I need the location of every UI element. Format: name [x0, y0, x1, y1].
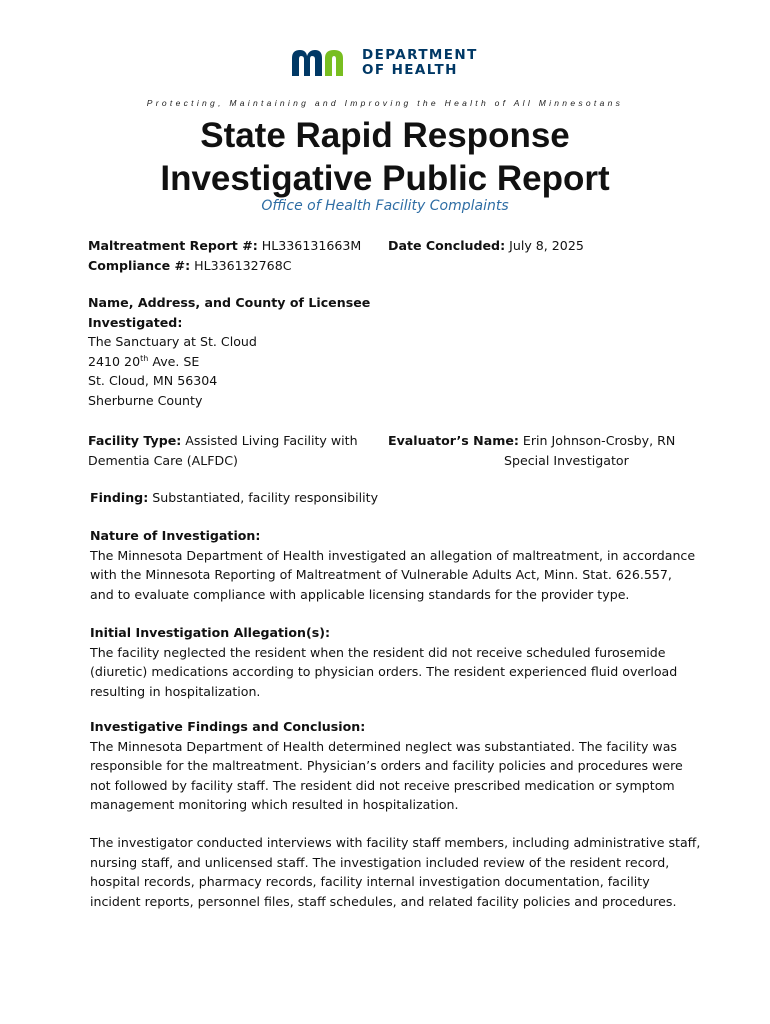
maltreatment-report-number — [88, 236, 361, 256]
allegation-line: resulting in hospitalization. — [90, 683, 261, 699]
title-line-1: State Rapid Response — [200, 116, 570, 155]
findings-conclusion — [90, 717, 700, 815]
office-subtitle: Office of Health Facility Complaints — [261, 198, 509, 214]
mdh-logo — [290, 46, 490, 80]
compliance-value: HL336132768C — [190, 258, 292, 273]
nature-heading: Nature of Investigation: — [90, 528, 261, 543]
finding — [90, 488, 378, 508]
facility-type — [88, 431, 358, 470]
findings-heading: Investigative Findings and Conclusion: — [90, 719, 366, 734]
evaluator — [388, 431, 675, 451]
finding-value: Substantiated, facility responsibility — [148, 490, 379, 505]
licensee-heading-1: Name, Address, and County of Licensee — [88, 295, 371, 310]
logo-line-1: DEPARTMENT — [362, 47, 478, 63]
licensee-block — [88, 293, 370, 410]
mn-logo-icon — [290, 46, 356, 78]
allegation-heading: Initial Investigation Allegation(s): — [90, 625, 331, 640]
evaluator-title: Special Investigator — [504, 453, 629, 468]
initial-allegation — [90, 623, 700, 701]
address-ordinal: th — [140, 353, 149, 363]
nature-line: and to evaluate compliance with applicable licensing standards for the provider type. — [90, 586, 630, 602]
licensee-heading-2: Investigated: — [88, 314, 183, 330]
allegation-line: (diuretic) medications according to physician orders. The resident experienced fluid overload — [90, 664, 678, 679]
findings-line: management monitoring which resulted in hospitalization. — [90, 797, 459, 812]
date-label: Date Concluded: — [388, 238, 506, 253]
date-value: July 8, 2025 — [505, 238, 584, 253]
date-concluded — [388, 236, 584, 256]
address-street: Ave. SE — [148, 353, 200, 369]
investigator-line: The investigator conducted interviews with facility staff members, including administrative staff, — [90, 835, 701, 850]
page-title — [0, 114, 770, 200]
investigator-line: incident reports, personnel files, staff schedules, and related facility policies and procedures. — [90, 893, 677, 909]
investigator-line: hospital records, pharmacy records, facility internal investigation documentation, facility — [90, 874, 650, 889]
licensee-name: The Sanctuary at St. Cloud — [88, 334, 257, 349]
licensee-city: St. Cloud, MN 56304 — [88, 373, 218, 388]
licensee-county: Sherburne County — [88, 392, 203, 408]
investigator-paragraph — [90, 833, 700, 911]
findings-line: The Minnesota Department of Health determined neglect was substantiated. The facility was — [90, 738, 677, 754]
nature-line: The Minnesota Department of Health investigated an allegation of maltreatment, in accordance — [90, 547, 696, 563]
finding-label: Finding: — [90, 490, 149, 505]
facility-type-value-1: Assisted Living Facility with — [181, 433, 358, 448]
tagline: Protecting, Maintaining and Improving the Health of All Minnesotans — [146, 98, 624, 108]
address-number: 2410 20 — [88, 353, 141, 369]
nature-of-investigation — [90, 526, 700, 604]
nature-line: with the Minnesota Reporting of Maltreatment of Vulnerable Adults Act, Minn. Stat. 626.557, — [90, 567, 672, 582]
logo-line-2: OF HEALTH — [362, 62, 458, 78]
findings-line: not followed by facility staff. The resident did not receive prescribed medication or symptom — [90, 777, 675, 793]
logo-wordmark — [362, 48, 478, 78]
compliance-number — [88, 256, 292, 276]
maltreatment-value: HL336131663M — [257, 238, 362, 253]
maltreatment-label: Maltreatment Report #: — [88, 238, 258, 253]
investigator-line: nursing staff, and unlicensed staff. The investigation included review of the resident record, — [90, 854, 670, 870]
evaluator-value: Erin Johnson-Crosby, RN — [518, 433, 676, 448]
allegation-line: The facility neglected the resident when the resident did not receive scheduled furosemide — [90, 644, 666, 660]
facility-type-value-2: Dementia Care (ALFDC) — [88, 452, 238, 468]
evaluator-label: Evaluator’s Name: — [388, 433, 519, 448]
findings-line: responsible for the maltreatment. Physician’s orders and facility policies and procedures were — [90, 758, 683, 773]
compliance-label: Compliance #: — [88, 258, 191, 273]
title-line-2: Investigative Public Report — [160, 159, 610, 198]
facility-type-label: Facility Type: — [88, 433, 182, 448]
licensee-address — [88, 352, 370, 372]
